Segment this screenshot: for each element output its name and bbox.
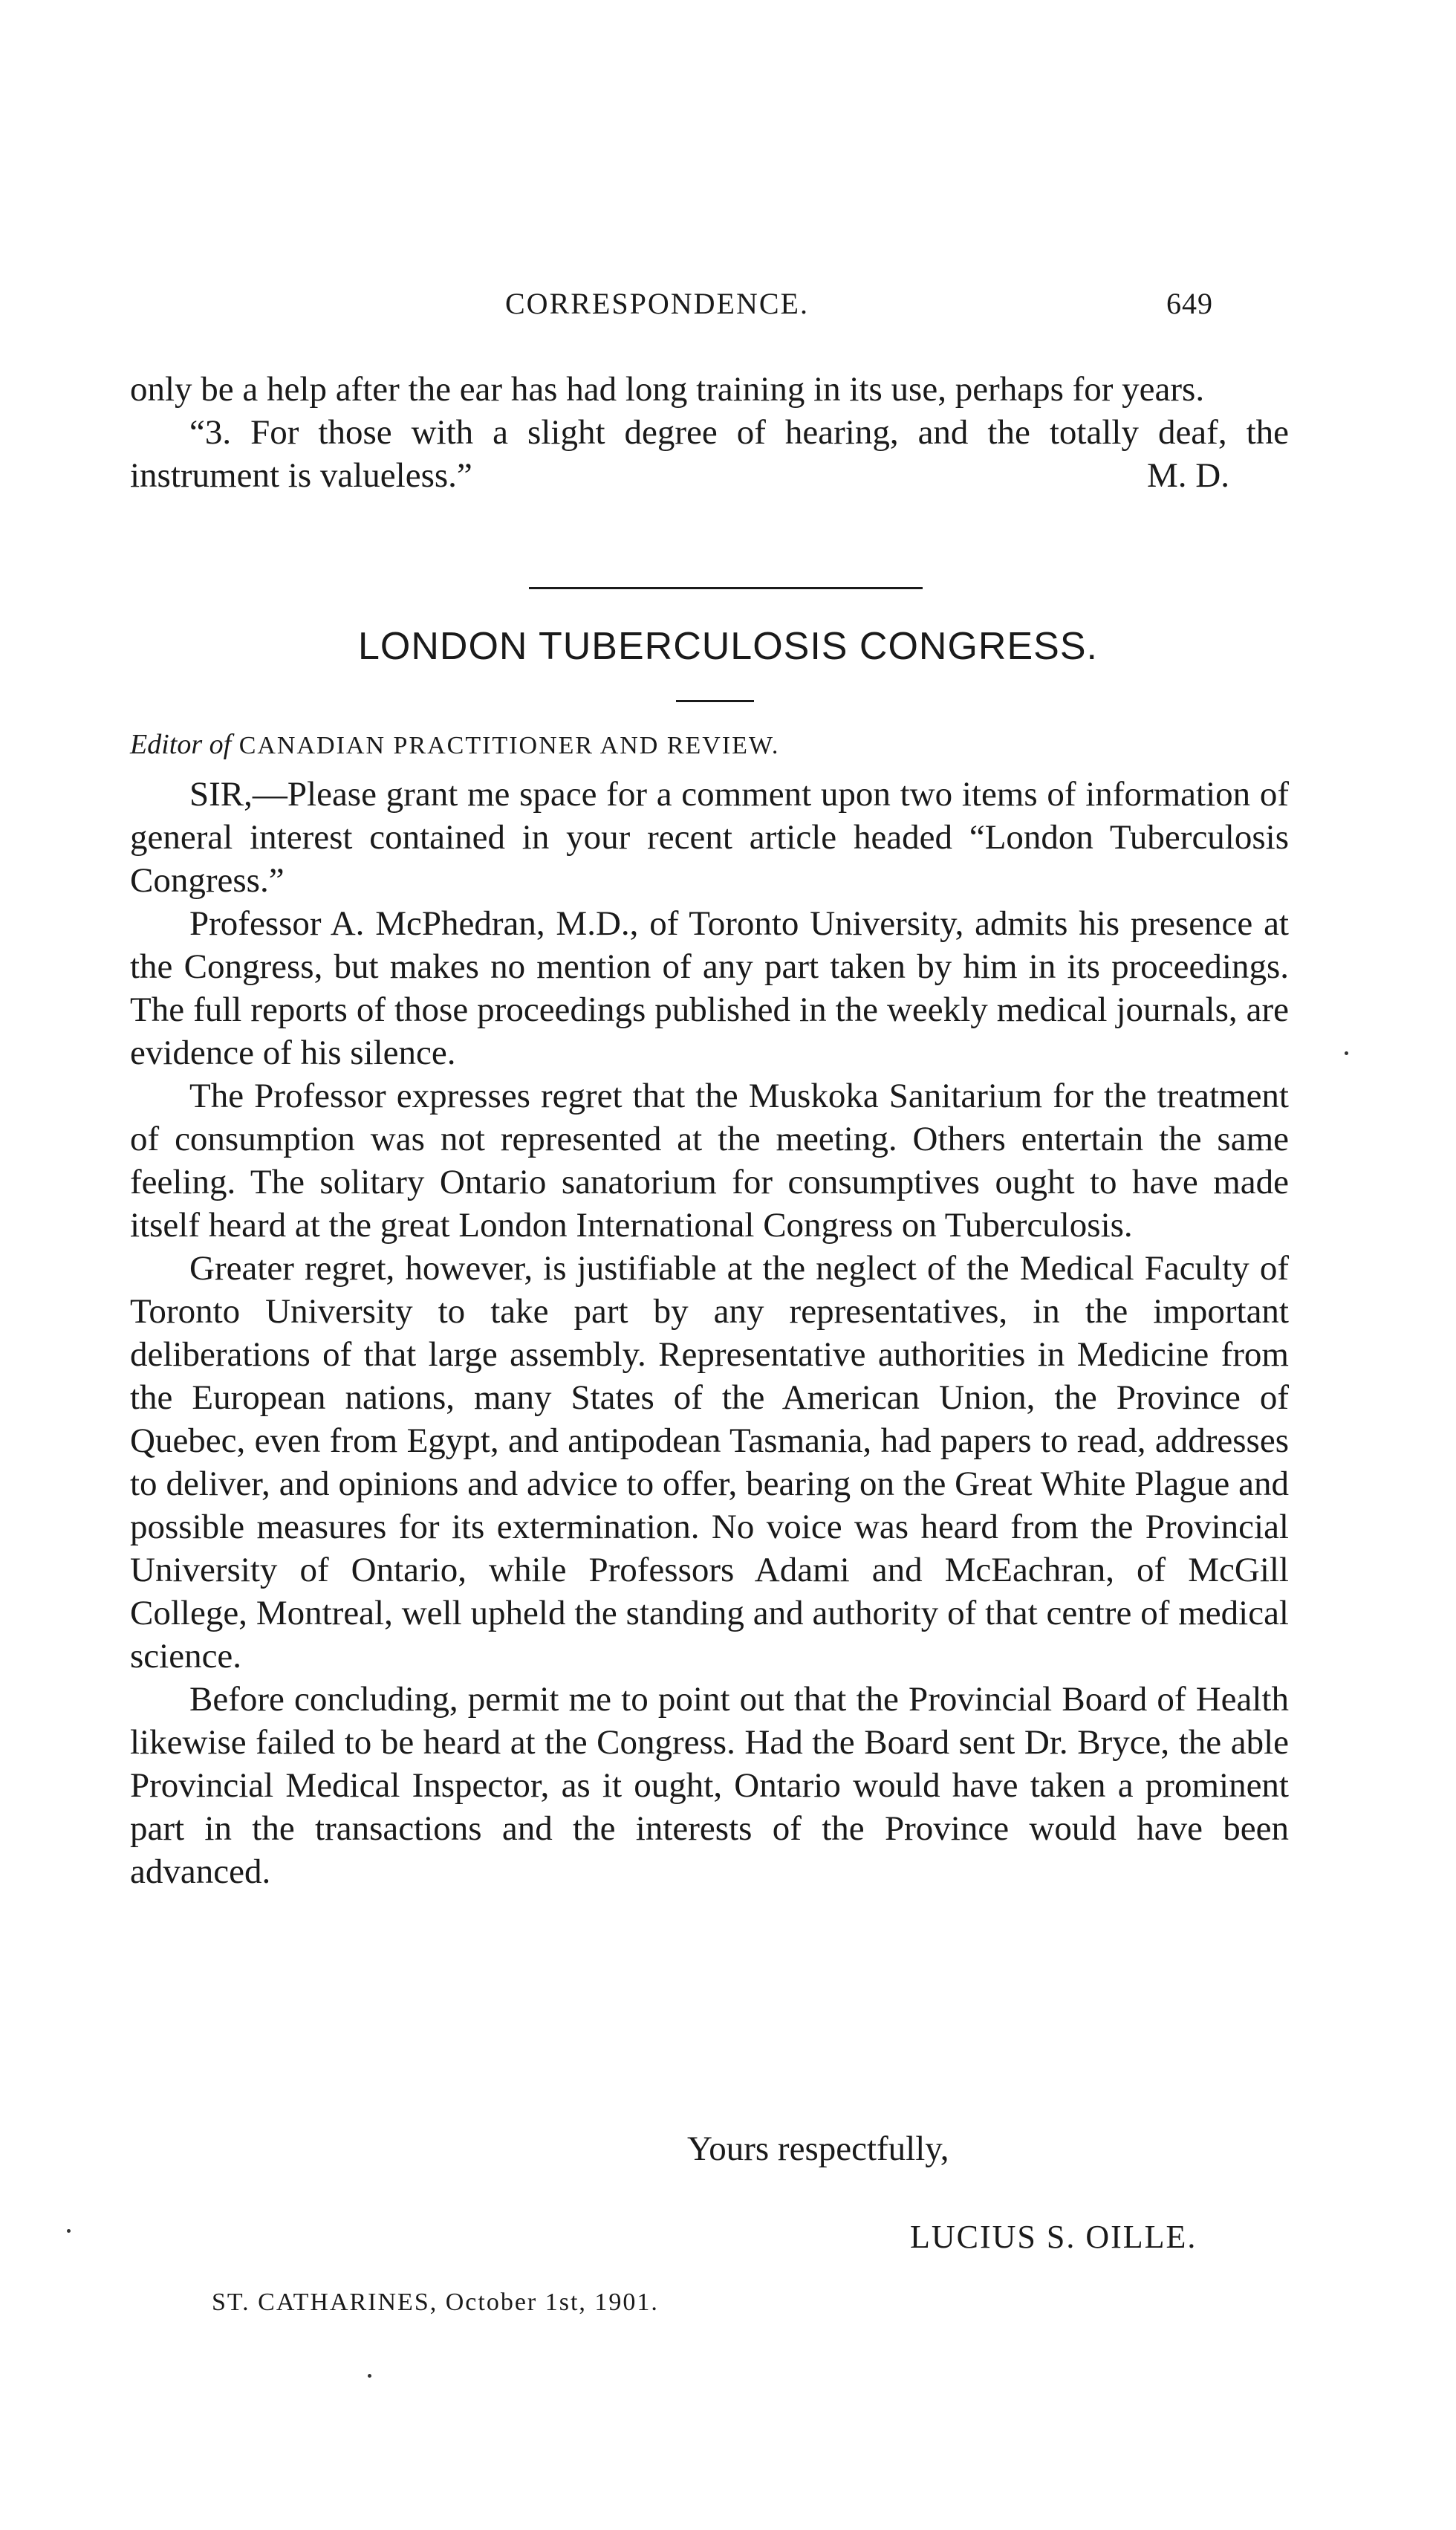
article-title: LONDON TUBERCULOSIS CONGRESS. xyxy=(357,625,1098,668)
previous-letter xyxy=(130,368,1289,497)
letter-body xyxy=(130,773,1289,1893)
title-divider xyxy=(676,700,754,702)
print-speck xyxy=(67,2229,71,2233)
letter-paragraph: Greater regret, however, is justifiable at the neglect of the Medical Faculty of Toronto University to take part by any representatives, in the important deliberations of that large assembly. Representative authorities in Medicine from the European nations, many States of the American Union, the Province of Quebec, even from Egypt, and antipodean Tasmania, had papers to read, addresses to deliver, and opinions and advice to offer, bearing on the Great White Plague and possible measures for its extermination. No voice was heard from the Provincial University of Ontario, while Professors Adami and McEachran, of McGill College, Montreal, well upheld the standing and authority of that centre of medical science. xyxy=(130,1249,1289,1676)
editor-journal: CANADIAN PRACTITIONER AND REVIEW. xyxy=(238,732,780,759)
section-divider xyxy=(529,587,923,589)
letter-paragraph: SIR,—Please grant me space for a comment upon two items of information of general interest contained in your recent article headed “London Tuberculosis Congress.” xyxy=(130,775,1289,900)
letter-paragraph: Professor A. McPhedran, M.D., of Toronto University, admits his presence at the Congress, but makes no mention of any part taken by him in its proceedings. The full reports of those proceedings published in the weekly medical journals, are evidence of his silence. xyxy=(130,904,1289,1072)
running-title: CORRESPONDENCE. xyxy=(505,287,809,320)
closing-salutation: Yours respectfully, xyxy=(687,2130,949,2168)
letter-paragraph: Before concluding, permit me to point out that the Provincial Board of Health likewise failed to be heard at the Congress. Had the Board sent Dr. Bryce, the able Provincial Medical Inspector, as it ought, Ontario would have taken a prominent part in the transactions and the interests of the Province would have been advanced. xyxy=(130,1680,1289,1891)
place-date-line: ST. CATHARINES, October 1st, 1901. xyxy=(212,2289,659,2316)
point-three-paragraph xyxy=(130,411,1289,497)
print-speck xyxy=(1345,1051,1348,1055)
page-number: 649 xyxy=(1166,287,1213,320)
print-speck xyxy=(368,2374,371,2378)
editor-address xyxy=(130,728,779,761)
letter-paragraph: The Professor expresses regret that the Muskoka Sanitarium for the treatment of consumption was not represented at the meeting. Others entertain the same feeling. The solitary Ontario sanatorium for consumptives ought to have made itself heard at the great London International Congress on Tuberculosis. xyxy=(130,1077,1289,1245)
previous-letter-signature: M. D. xyxy=(1147,456,1229,495)
author-signature: LUCIUS S. OILLE. xyxy=(910,2219,1197,2255)
point-three-text: “3. For those with a slight degree of hearing, and the totally deaf, the instrument is valueless.” xyxy=(130,413,1289,495)
editor-prefix: Editor of xyxy=(130,729,232,760)
continuation-paragraph: only be a help after the ear has had long training in its use, perhaps for years. xyxy=(130,370,1205,409)
